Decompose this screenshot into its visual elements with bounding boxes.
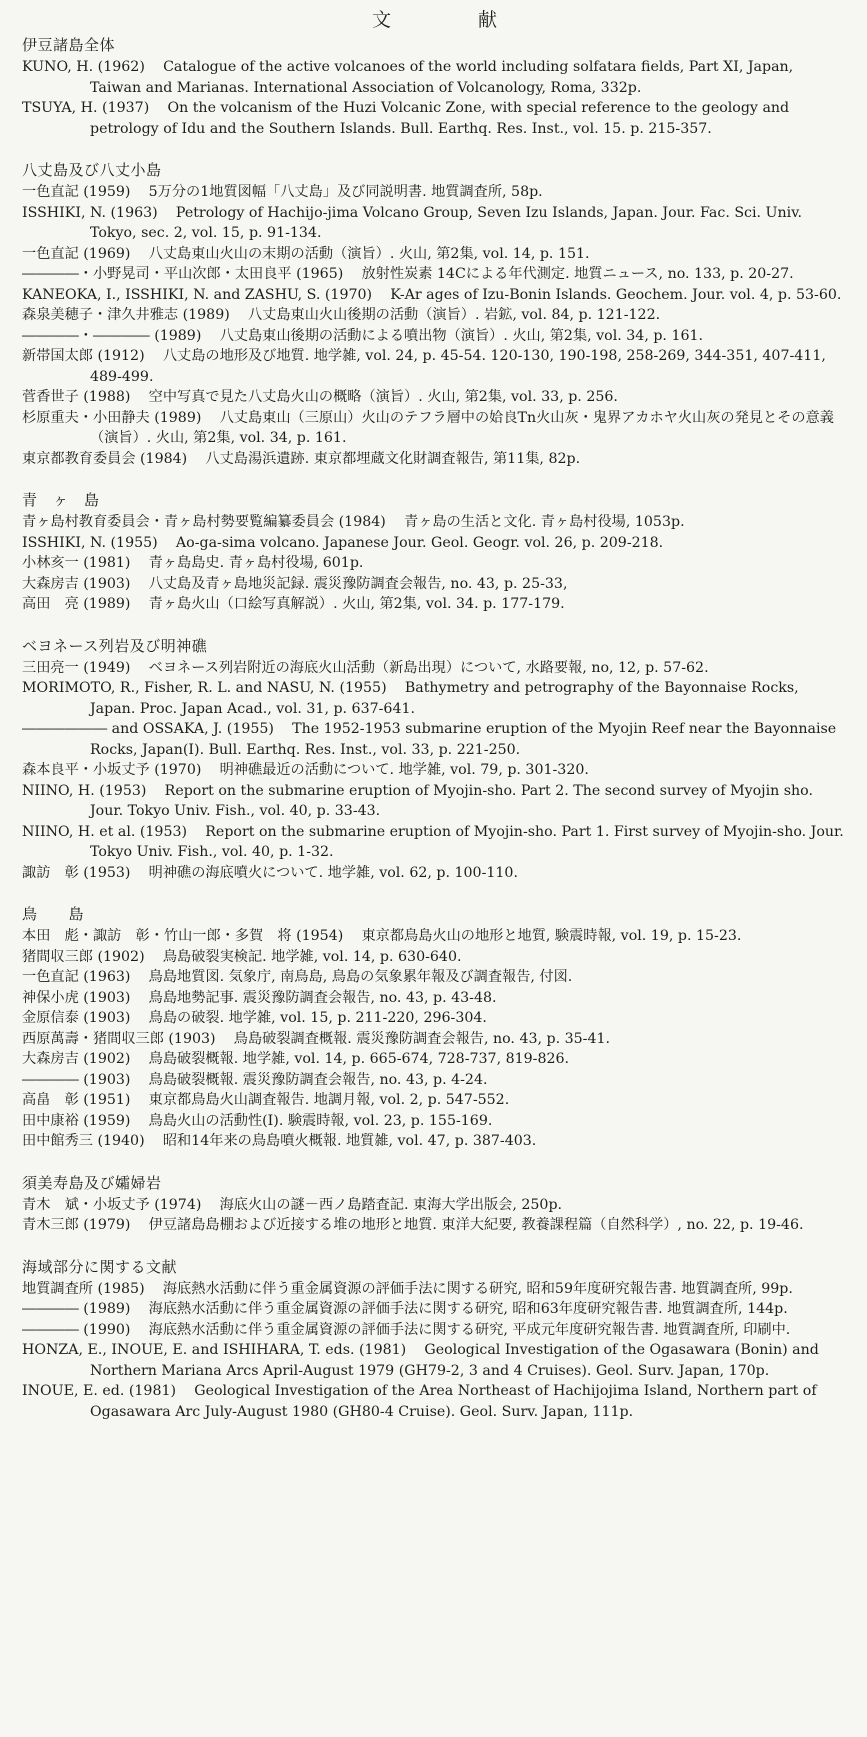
reference-author: 諏訪 彰 (1953) (22, 864, 131, 881)
reference-text: 青ヶ島の生活と文化. 青ヶ島村役場, 1053p. (404, 514, 685, 530)
reference-author: 西原萬壽・猪間収三郎 (1903) (22, 1030, 216, 1047)
reference-section (22, 34, 847, 139)
section-heading: ベヨネース列岩及び明神礁 (22, 636, 208, 655)
section-heading: 海域部分に関する文献 (22, 1257, 178, 1276)
reference-author: ―――――― and OSSAKA, J. (1955) (22, 721, 274, 737)
reference-entry (22, 244, 847, 265)
reference-author: 地質調査所 (1985) (22, 1280, 145, 1297)
reference-author: TSUYA, H. (1937) (22, 100, 150, 116)
reference-entry (22, 305, 847, 326)
reference-entry (22, 326, 847, 347)
reference-text: Geological Investigation of the Ogasawara (Bonin) and Northern Mariana Arcs April-August 1979 (GH79-2, 3 and 4 Cruises). Geol. Surv. Japan, 170p. (90, 1342, 819, 1379)
reference-entry (22, 512, 847, 533)
reference-entry (22, 1381, 847, 1422)
reference-text: 明神礁の海底噴火について. 地学雑, vol. 62, p. 100-110. (148, 864, 518, 881)
reference-section (22, 1172, 847, 1236)
reference-author: 新帯国太郎 (1912) (22, 348, 145, 364)
reference-author: ――――・―――― (1989) (22, 327, 202, 344)
page-title: 文 献 (371, 9, 531, 31)
reference-author: ―――― (1903) (22, 1071, 131, 1088)
reference-entry (22, 781, 847, 822)
reference-text: 八丈島及青ヶ島地災記録. 震災豫防調査会報告, no. 43, p. 25-33, (148, 575, 568, 592)
reference-author: KANEOKA, I., ISSHIKI, N. and ZASHU, S. (1970) (22, 286, 373, 303)
reference-text: 昭和14年来の鳥島噴火概報. 地質雑, vol. 47, p. 387-403. (162, 1133, 537, 1149)
reference-author: NIINO, H. (1953) (22, 782, 147, 799)
reference-author: 金原信泰 (1903) (22, 1010, 131, 1026)
reference-section (22, 489, 847, 615)
reference-section (22, 903, 847, 1152)
reference-section (22, 635, 847, 884)
reference-text: 海底火山の謎－西ノ島踏査記. 東海大学出版会, 250p. (219, 1196, 563, 1213)
reference-entry (22, 57, 847, 98)
section-heading: 八丈島及び八丈小島 (22, 161, 162, 179)
reference-entry (22, 346, 847, 387)
reference-text: 鳥島破裂実検記. 地学雑, vol. 14, p. 630-640. (162, 948, 462, 965)
reference-author: 三田亮一 (1949) (22, 659, 131, 676)
reference-text: 八丈島の地形及び地質. 地学雑, vol. 24, p. 45-54. 120-130, 190-198, 258-269, 344-351, 407-411, 489-499. (90, 348, 826, 385)
reference-entry (22, 1320, 847, 1341)
reference-entry (22, 1049, 847, 1070)
reference-section (22, 159, 847, 469)
reference-text: 海底熱水活動に伴う重金属資源の評価手法に関する研究, 平成元年度研究報告書. 地質調査所, 印刷中. (148, 1321, 791, 1338)
reference-entry (22, 1111, 847, 1132)
reference-text: 八丈島東山（三原山）火山のテフラ層中の姶良Tn火山灰・鬼界アカホヤ火山灰の発見とその意義（演旨）. 火山, 第2集, vol. 34, p. 161. (90, 409, 834, 446)
reference-entry (22, 285, 847, 306)
reference-entry (22, 678, 847, 719)
reference-author: KUNO, H. (1962) (22, 59, 145, 75)
reference-entry (22, 1131, 847, 1152)
reference-text: 八丈島東山火山後期の活動（演旨）. 岩鉱, vol. 84, p. 121-122. (247, 307, 661, 323)
reference-author: 本田 彪・諏訪 彰・竹山一郎・多賀 将 (1954) (22, 928, 344, 944)
reference-text: 空中写真で見た八丈島火山の概略（演旨）. 火山, 第2集, vol. 33, p. 256. (148, 389, 618, 405)
reference-text: 八丈島東山後期の活動による噴出物（演旨）. 火山, 第2集, vol. 34, p. 161. (219, 327, 704, 344)
reference-text: K-Ar ages of Izu-Bonin Islands. Geochem. Jour. vol. 4, p. 53-60. (390, 286, 842, 303)
reference-text: 放射性炭素 14Cによる年代測定. 地質ニュース, no. 133, p. 20-27. (361, 266, 794, 282)
reference-text: 鳥島破裂概報. 震災豫防調査会報告, no. 43, p. 4-24. (148, 1071, 488, 1088)
reference-text: 明神礁最近の活動について. 地学雑, vol. 79, p. 301-320. (219, 762, 589, 778)
reference-text: Catalogue of the active volcanoes of the world including solfatara fields, Part XI, Japan, Taiwan and Marianas. International Association of Volcanology, Roma, 332p. (90, 59, 794, 96)
reference-entry (22, 1215, 847, 1236)
reference-entry (22, 1279, 847, 1300)
reference-entry (22, 988, 847, 1009)
reference-author: ―――― (1989) (22, 1301, 131, 1317)
reference-author: MORIMOTO, R., Fisher, R. L. and NASU, N. (1955) (22, 680, 387, 696)
reference-text: 鳥島破裂概報. 地学雑, vol. 14, p. 665-674, 728-737, 819-826. (148, 1051, 570, 1067)
reference-entry (22, 1029, 847, 1050)
reference-text: Ao-ga-sima volcano. Japanese Jour. Geol. Geogr. vol. 26, p. 209-218. (175, 534, 664, 551)
reference-author: 青木三郎 (1979) (22, 1217, 131, 1233)
reference-sections (22, 34, 847, 1422)
reference-author: 高畠 彰 (1951) (22, 1092, 131, 1108)
reference-entry (22, 1340, 847, 1381)
reference-text: 海底熱水活動に伴う重金属資源の評価手法に関する研究, 昭和59年度研究報告書. 地質調査所, 99p. (162, 1280, 793, 1297)
reference-author: 大森房吉 (1902) (22, 1051, 131, 1067)
reference-author: 森本良平・小坂丈予 (1970) (22, 762, 202, 778)
reference-entry (22, 574, 847, 595)
reference-author: 猪間収三郎 (1902) (22, 948, 145, 965)
reference-entry (22, 594, 847, 615)
reference-author: 一色直記 (1963) (22, 969, 131, 985)
section-heading: 鳥 島 (22, 905, 85, 923)
reference-entry (22, 98, 847, 139)
reference-author: 小林亥一 (1981) (22, 555, 131, 571)
reference-text: 鳥島破裂調査概報. 震災豫防調査会報告, no. 43, p. 35-41. (233, 1030, 611, 1047)
reference-author: ―――― (1990) (22, 1321, 131, 1338)
reference-text: Report on the submarine eruption of Myojin-sho. Part 2. The second survey of Myojin sho. Jour. Tokyo Univ. Fish., vol. 40, p. 33-43. (90, 782, 813, 819)
reference-entry (22, 719, 847, 760)
reference-entry (22, 264, 847, 285)
reference-author: 杉原重夫・小田静夫 (1989) (22, 409, 202, 426)
reference-text: 青ヶ島島史. 青ヶ島村役場, 601p. (148, 555, 364, 571)
reference-entry (22, 658, 847, 679)
reference-text: On the volcanism of the Huzi Volcanic Zone, with special reference to the geology and petrology of Idu and the Southern Islands. Bull. Earthq. Res. Inst., vol. 15. p. 215-357. (90, 100, 790, 137)
reference-author: 東京都教育委員会 (1984) (22, 450, 188, 467)
reference-author: 森泉美穂子・津久井雅志 (1989) (22, 307, 230, 323)
reference-author: NIINO, H. et al. (1953) (22, 823, 188, 840)
reference-entry (22, 947, 847, 968)
reference-author: ISSHIKI, N. (1963) (22, 204, 158, 221)
reference-author: 田中康裕 (1959) (22, 1112, 131, 1129)
reference-entry (22, 553, 847, 574)
reference-author: 高田 亮 (1989) (22, 596, 131, 612)
reference-entry (22, 182, 847, 203)
reference-author: HONZA, E., INOUE, E. and ISHIHARA, T. eds. (1981) (22, 1342, 407, 1358)
reference-entry (22, 1299, 847, 1320)
reference-text: Geological Investigation of the Area Northeast of Hachijojima Island, Northern part of Ogasawara Arc July-August 1980 (GH80-4 Cruise). Geol. Surv. Japan, 111p. (90, 1383, 817, 1420)
reference-entry (22, 1090, 847, 1111)
reference-text: Report on the submarine eruption of Myojin-sho. Part 1. First survey of Myojin-sho. Jour. Tokyo Univ. Fish., vol. 40, p. 1-32. (90, 823, 844, 860)
reference-author: INOUE, E. ed. (1981) (22, 1383, 177, 1399)
reference-author: 菅香世子 (1988) (22, 389, 131, 405)
section-heading: 青 ヶ 島 (22, 491, 100, 509)
reference-text: 青ヶ島火山（口絵写真解説）. 火山, 第2集, vol. 34. p. 177-179. (148, 596, 565, 612)
reference-entry (22, 967, 847, 988)
reference-author: ISSHIKI, N. (1955) (22, 534, 158, 551)
reference-author: 田中館秀三 (1940) (22, 1133, 145, 1149)
reference-text: 5万分の1地質図幅「八丈島」及び同説明書. 地質調査所, 58p. (148, 184, 543, 200)
reference-text: 八丈島東山火山の末期の活動（演旨）. 火山, 第2集, vol. 14, p. 151. (148, 245, 590, 262)
reference-entry (22, 449, 847, 470)
reference-entry (22, 408, 847, 449)
reference-text: The 1952-1953 submarine eruption of the Myojin Reef near the Bayonnaise Rocks, Japan(I). Bull. Earthq. Res. Inst., vol. 33, p. 221-250. (90, 721, 837, 758)
reference-author: 大森房吉 (1903) (22, 575, 131, 592)
section-heading: 須美寿島及び孀婦岩 (22, 1173, 162, 1192)
reference-entry (22, 1008, 847, 1029)
reference-text: Bathymetry and petrography of the Bayonnaise Rocks, Japan. Proc. Japan Acad., vol. 31, p. 637-641. (90, 680, 799, 717)
reference-author: 青木 斌・小坂丈予 (1974) (22, 1196, 202, 1213)
section-heading: 伊豆諸島全体 (22, 36, 116, 54)
reference-entry (22, 1070, 847, 1091)
reference-author: 神保小虎 (1903) (22, 989, 131, 1006)
reference-text: ベヨネース列岩附近の海底火山活動（新島出現）について, 水路要報, no, 12, p. 57-62. (148, 659, 709, 676)
reference-entry (22, 387, 847, 408)
reference-entry (22, 822, 847, 863)
reference-entry (22, 533, 847, 554)
reference-text: 鳥島の破裂. 地学雑, vol. 15, p. 211-220, 296-304. (148, 1010, 487, 1026)
reference-text: 鳥島地質図. 気象庁, 南鳥島, 鳥島の気象累年報及び調査報告, 付図. (148, 969, 573, 985)
reference-text: 海底熱水活動に伴う重金属資源の評価手法に関する研究, 昭和63年度研究報告書. 地質調査所, 144p. (148, 1301, 788, 1317)
reference-author: 一色直記 (1969) (22, 245, 131, 262)
reference-author: 青ヶ島村教育委員会・青ヶ島村勢要覧編纂委員会 (1984) (22, 514, 386, 530)
reference-entry (22, 863, 847, 884)
reference-text: 八丈島湯浜遺跡. 東京都埋蔵文化財調査報告, 第11集, 82p. (205, 450, 581, 467)
reference-text: 鳥島火山の活動性(I). 験震時報, vol. 23, p. 155-169. (148, 1112, 493, 1129)
reference-text: 伊豆諸島島棚および近接する堆の地形と地質. 東洋大紀要, 教養課程篇（自然科学）, no. 22, p. 19-46. (148, 1217, 804, 1233)
reference-text: 鳥島地勢記事. 震災豫防調査会報告, no. 43, p. 43-48. (148, 989, 497, 1006)
reference-entry (22, 203, 847, 244)
reference-text: 東京都鳥島火山の地形と地質, 験震時報, vol. 19, p. 15-23. (361, 928, 742, 944)
reference-entry (22, 1195, 847, 1216)
reference-text: 東京都鳥島火山調査報告. 地調月報, vol. 2, p. 547-552. (148, 1092, 510, 1108)
reference-entry (22, 760, 847, 781)
reference-entry (22, 926, 847, 947)
reference-author: ――――・小野晃司・平山次郎・太田良平 (1965) (22, 266, 344, 282)
reference-author: 一色直記 (1959) (22, 184, 131, 200)
reference-text: Petrology of Hachijo-jima Volcano Group, Seven Izu Islands, Japan. Jour. Fac. Sci. Univ. Tokyo, sec. 2, vol. 15, p. 91-134. (90, 204, 803, 241)
reference-section (22, 1256, 847, 1423)
